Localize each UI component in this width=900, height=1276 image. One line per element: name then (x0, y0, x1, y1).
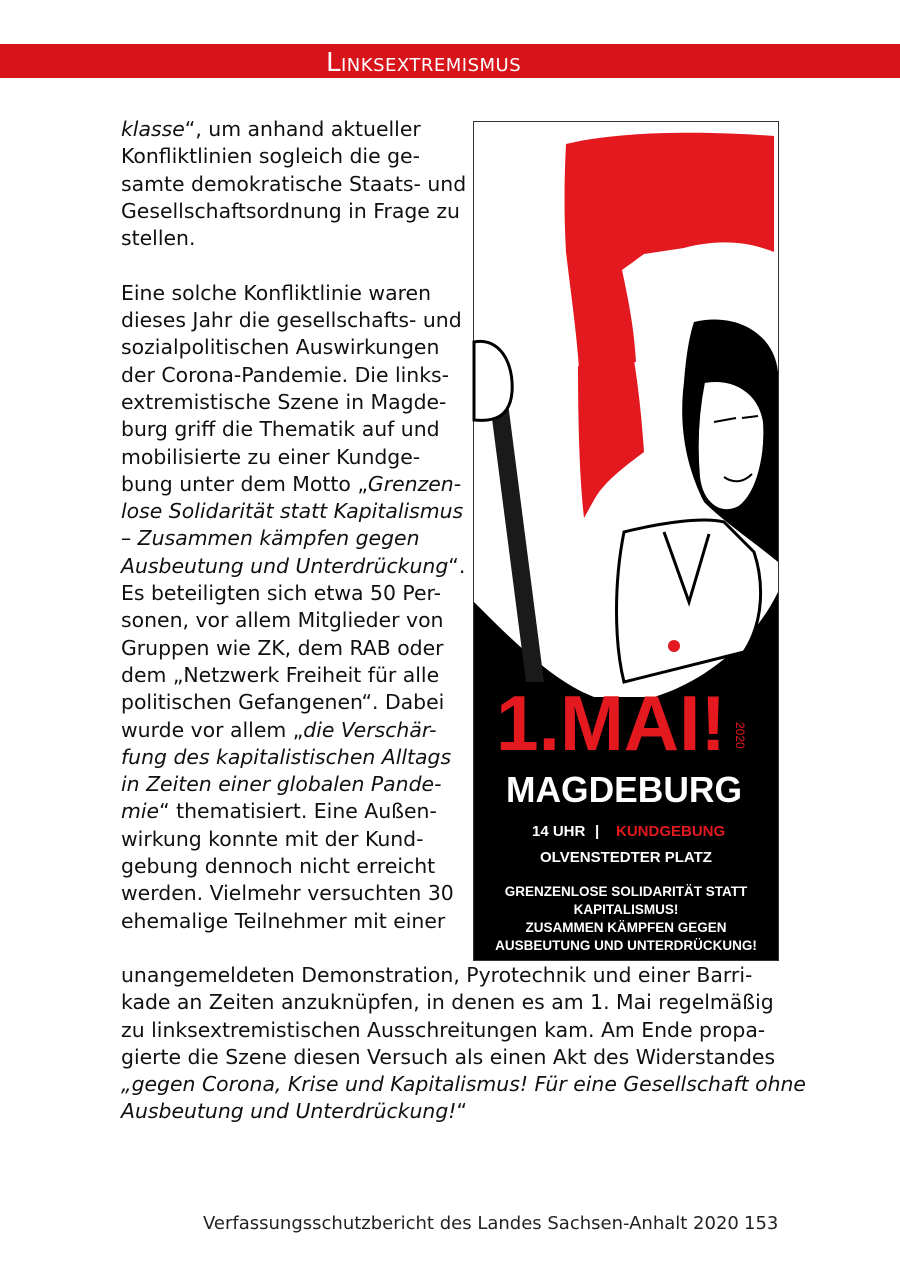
text-line (121, 334, 461, 361)
body-text: sonen, vor allem Mitglieder von (121, 608, 444, 633)
text-line (121, 771, 461, 798)
text-line (121, 662, 461, 689)
body-text: “ thematisiert. Eine Außen- (159, 799, 437, 824)
quote-text: in Zeiten einer globalen Pande- (121, 772, 442, 797)
poster-slogan-3: ZUSAMMEN KÄMPFEN GEGEN (525, 920, 727, 935)
footer-publication: Verfassungsschutzbericht des Landes Sachsen-Anhalt 2020 (203, 1213, 739, 1234)
text-line (121, 853, 461, 880)
paragraph-break (121, 252, 461, 279)
text-line (121, 1017, 781, 1044)
poster-slogan-2: KAPITALISMUS! (573, 902, 679, 917)
body-text: “, um anhand aktueller (184, 117, 421, 141)
text-line (121, 143, 461, 170)
poster-illustration (474, 122, 778, 960)
body-text: werden. Vielmehr versuchten 30 (121, 881, 454, 906)
quote-text: fung des kapitalistischen Alltags (121, 744, 452, 769)
body-text: Konfliktlinien sogleich die ge- (121, 144, 420, 169)
quote-text: „gegen Corona, Krise und Kapitalismus! Für eine Gesellschaft ohne (121, 1072, 806, 1097)
text-line (121, 908, 461, 935)
body-text: “ (456, 1099, 468, 1124)
poster-time: 14 UHR (532, 823, 586, 840)
text-line (121, 1044, 781, 1071)
poster-place: OLVENSTEDTER PLATZ (540, 849, 712, 866)
body-text: zu linksextremistischen Ausschreitungen kam. Am Ende propa- (121, 1017, 766, 1042)
poster-separator: | (595, 823, 600, 840)
text-line (121, 444, 461, 471)
text-line (121, 580, 461, 607)
text-line (121, 1071, 806, 1098)
quote-text: die Verschär- (303, 717, 437, 742)
protest-poster-image (473, 121, 779, 961)
text-line (121, 389, 461, 416)
body-text: Eine solche Konfliktlinie waren (121, 280, 432, 305)
section-title: Linksextremismus (326, 48, 522, 78)
text-line (121, 116, 461, 143)
poster-slogan-1: GRENZENLOSE SOLIDARITÄT STATT (504, 884, 748, 899)
body-text: unangemeldeten Demonstration, Pyrotechnik und einer Barri- (121, 963, 753, 987)
body-text: “. (448, 553, 466, 578)
text-line (121, 1098, 781, 1125)
text-line (121, 826, 461, 853)
body-text: wurde vor allem „ (121, 717, 304, 742)
body-text: kade an Zeiten anzuknüpfen, in denen es am 1. Mai regelmäßig (121, 990, 774, 1015)
body-text: Es beteiligten sich etwa 50 Per- (121, 581, 441, 606)
body-text: stellen. (121, 226, 196, 251)
text-line (121, 744, 461, 771)
body-text: gebung dennoch nicht erreicht (121, 854, 436, 879)
quote-text: Grenzen- (367, 471, 462, 496)
quote-text: Ausbeutung und Unterdrückung! (121, 1099, 457, 1124)
text-line (121, 498, 464, 525)
text-line (121, 307, 461, 334)
text-line (121, 962, 781, 989)
body-text: bung unter dem Motto „ (121, 471, 368, 496)
text-line (121, 198, 461, 225)
text-line (121, 989, 781, 1016)
body-text: ehemalige Teilnehmer mit einer (121, 908, 446, 933)
text-line (121, 280, 461, 307)
page-number: 153 (744, 1213, 779, 1234)
text-line (121, 798, 461, 825)
text-line (121, 225, 461, 252)
poster-event: KUNDGEBUNG (616, 823, 726, 840)
body-text: sozialpolitischen Auswirkungen (121, 335, 440, 360)
text-line (121, 717, 461, 744)
body-text: samte demokratische Staats- und (121, 171, 467, 196)
text-line (121, 689, 461, 716)
poster-city: MAGDEBURG (506, 769, 742, 810)
text-line (121, 607, 461, 634)
body-text: extremistische Szene in Magde- (121, 389, 447, 414)
text-line (121, 416, 461, 443)
poster-slogan-4: AUSBEUTUNG UND UNTERDRÜCKUNG! (495, 938, 757, 953)
quote-text: – Zusammen kämpfen gegen (121, 526, 420, 551)
quote-text: mie (121, 799, 160, 824)
body-text: politischen Gefangenen“. Dabei (121, 690, 445, 715)
quote-text: lose Solidarität statt Kapitalismus (121, 499, 464, 524)
body-text: Gesellschaftsordnung in Frage zu (121, 198, 460, 223)
body-text: gierte die Szene diesen Versuch als einen Akt des Widerstandes (121, 1044, 776, 1069)
body-text-column (121, 116, 467, 935)
body-text: der Corona-Pandemie. Die links- (121, 362, 450, 387)
body-text: burg griff die Thematik auf und (121, 417, 440, 442)
text-line (121, 525, 461, 552)
text-line (121, 553, 466, 580)
body-text-full-width (121, 962, 806, 1126)
body-text: mobilisierte zu einer Kundge- (121, 444, 421, 469)
body-text: wirkung konnte mit der Kund- (121, 826, 424, 851)
body-text: Gruppen wie ZK, dem RAB oder (121, 635, 444, 660)
text-line (121, 880, 461, 907)
text-line (121, 471, 461, 498)
quote-text: klasse (121, 117, 185, 141)
quote-text: Ausbeutung und Unterdrückung (121, 553, 449, 578)
text-line (121, 635, 461, 662)
body-text: dem „Netzwerk Freiheit für alle (121, 662, 440, 687)
body-text: dieses Jahr die gesellschafts- und (121, 308, 462, 333)
text-line (121, 171, 467, 198)
poster-headline: 1.MAI! (496, 679, 726, 767)
text-line (121, 362, 461, 389)
poster-year: 2020 (733, 722, 747, 749)
